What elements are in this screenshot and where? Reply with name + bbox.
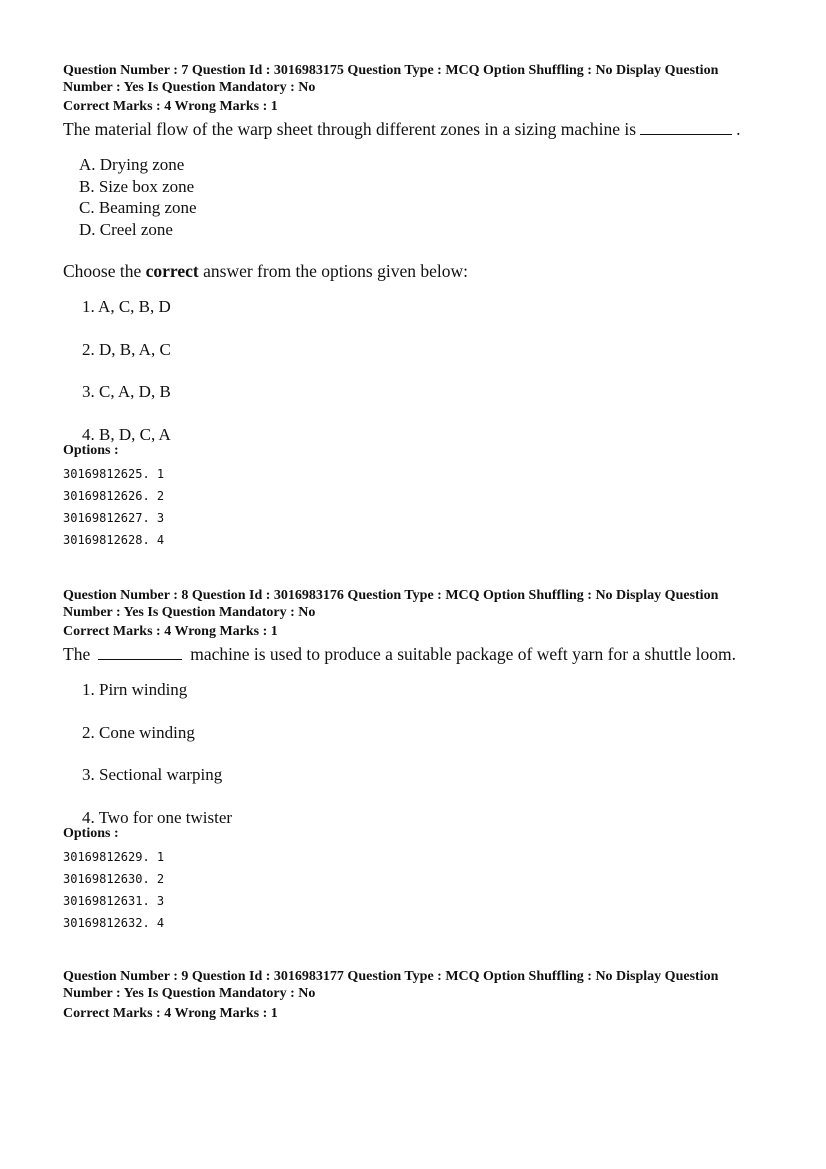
option-id: 30169812626. 2 bbox=[63, 488, 165, 503]
question-meta-line2: Number : Yes Is Question Mandatory : No bbox=[63, 986, 316, 1001]
option-id-list bbox=[63, 846, 775, 934]
answer-blank bbox=[98, 645, 182, 660]
question-stem-end: . bbox=[736, 119, 741, 139]
question-stem-text: The material flow of the warp sheet through different zones in a sizing machine is bbox=[63, 119, 637, 139]
question-stem-start: The bbox=[63, 644, 91, 664]
question-marks: Correct Marks : 4 Wrong Marks : 1 bbox=[63, 624, 278, 639]
question-7 bbox=[63, 62, 775, 551]
option-id: 30169812631. 3 bbox=[63, 893, 165, 908]
options-label: Options : bbox=[63, 442, 119, 458]
option-id: 30169812629. 1 bbox=[63, 849, 165, 864]
option-id: 30169812630. 2 bbox=[63, 871, 165, 886]
answer-choice: 4. Two for one twister bbox=[82, 807, 233, 827]
choose-instruction bbox=[63, 260, 775, 282]
options-label: Options : bbox=[63, 825, 119, 841]
answer-choice: 3. C, A, D, B bbox=[82, 382, 171, 401]
question-meta-line2: Number : Yes Is Question Mandatory : No bbox=[63, 80, 316, 95]
answer-choice: 3. Sectional warping bbox=[82, 765, 223, 784]
option-id: 30169812628. 4 bbox=[63, 532, 165, 547]
question-meta-line1: Question Number : 8 Question Id : 3016983176 Question Type : MCQ Option Shuffling : No Display Question bbox=[63, 588, 719, 603]
answer-choice: 1. A, C, B, D bbox=[82, 297, 171, 316]
question-stem bbox=[63, 643, 775, 665]
choose-prefix: Choose the bbox=[63, 261, 146, 281]
answer-choice: 4. B, D, C, A bbox=[82, 424, 171, 444]
answer-blank bbox=[640, 120, 732, 135]
question-8 bbox=[63, 587, 775, 934]
statement-item: A. Drying zone bbox=[79, 155, 185, 174]
option-id: 30169812632. 4 bbox=[63, 915, 165, 930]
choose-bold: correct bbox=[145, 261, 199, 281]
statement-item: B. Size box zone bbox=[79, 176, 195, 196]
statement-item: C. Beaming zone bbox=[79, 198, 197, 217]
option-id: 30169812625. 1 bbox=[63, 466, 165, 481]
answer-choice: 1. Pirn winding bbox=[82, 680, 188, 699]
option-id: 30169812627. 3 bbox=[63, 510, 165, 525]
choose-suffix: answer from the options given below: bbox=[198, 261, 469, 281]
question-meta-line2: Number : Yes Is Question Mandatory : No bbox=[63, 605, 316, 620]
question-meta-line1: Question Number : 9 Question Id : 3016983177 Question Type : MCQ Option Shuffling : No Display Question bbox=[63, 969, 719, 984]
option-id-list bbox=[63, 463, 775, 551]
answer-choice: 2. D, B, A, C bbox=[82, 339, 171, 359]
question-stem bbox=[63, 118, 775, 140]
question-meta-line1: Question Number : 7 Question Id : 3016983175 Question Type : MCQ Option Shuffling : No Display Question bbox=[63, 63, 719, 78]
answer-choices bbox=[82, 679, 775, 828]
answer-choices bbox=[82, 296, 775, 445]
answer-choice: 2. Cone winding bbox=[82, 722, 195, 742]
question-9 bbox=[63, 968, 775, 1023]
question-marks: Correct Marks : 4 Wrong Marks : 1 bbox=[63, 99, 278, 114]
question-stem-end: machine is used to produce a suitable package of weft yarn for a shuttle loom. bbox=[190, 644, 736, 664]
statement-list bbox=[79, 154, 775, 240]
question-marks: Correct Marks : 4 Wrong Marks : 1 bbox=[63, 1006, 278, 1021]
statement-item: D. Creel zone bbox=[79, 219, 173, 239]
